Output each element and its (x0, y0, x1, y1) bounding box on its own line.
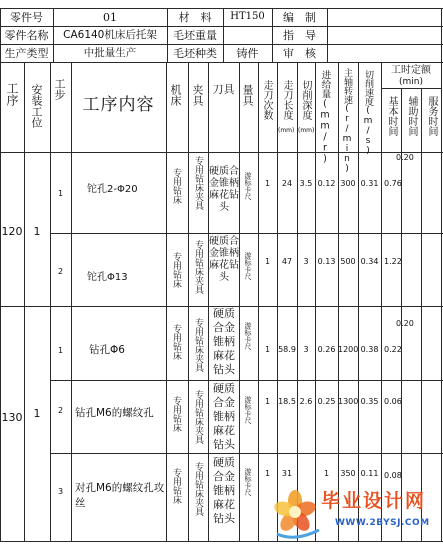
review-label: 审 核 (283, 47, 316, 60)
cut-speed: 0.11 (360, 469, 379, 478)
col-aux-time: 辅助时间 (406, 96, 417, 136)
col-length-unit: (mm) (278, 127, 295, 134)
feed: 0.13 (317, 257, 336, 266)
col-content: 工序内容 (82, 95, 155, 115)
col-length: 走刀长度 (281, 80, 292, 120)
step-number: 2 (57, 267, 64, 276)
machine: 专用钻床 (171, 168, 181, 204)
col-process: 工序 (5, 82, 19, 106)
compiled-label: 编 制 (283, 11, 316, 24)
gauge: 游标卡尺 (244, 396, 252, 424)
col-cut-speed: 切削速度(m/s) (363, 70, 373, 156)
base-time: 0.76 (384, 179, 402, 188)
part-no-value: 01 (103, 11, 117, 24)
service-time: 0.20 (396, 319, 414, 328)
base-time: 0.08 (384, 471, 402, 480)
step-content: 钻孔Φ6 (89, 344, 125, 356)
feed: 0.25 (317, 397, 336, 406)
feed: 0.12 (317, 179, 336, 188)
machine: 专用钻床 (171, 324, 181, 360)
material-label: 材 料 (178, 11, 212, 24)
cut-speed: 0.31 (360, 179, 379, 188)
step-number: 2 (57, 406, 64, 415)
depth: 3 (303, 257, 309, 266)
gauge: 游标卡尺 (244, 468, 252, 496)
tool: 硬质合金锥柄麻花钻头 (209, 166, 239, 213)
speed: 300 (340, 179, 356, 188)
col-depth-unit: (mm) (298, 127, 315, 134)
col-speed: 主轴转速(r/min) (342, 68, 352, 174)
cut-speed: 0.34 (360, 257, 379, 266)
step-number: 3 (57, 487, 64, 496)
guidance-label: 指 导 (283, 29, 316, 42)
speed: 1200 (338, 345, 359, 354)
process-number: 120 (1, 225, 23, 238)
production-type-label: 生产类型 (4, 47, 49, 60)
col-gauge: 量具 (241, 84, 254, 106)
machine: 专用钻床 (171, 252, 181, 288)
step-number: 1 (57, 189, 64, 198)
col-base-time: 基本时间 (386, 96, 397, 136)
base-time: 0.06 (384, 397, 402, 406)
col-time-unit: (min) (399, 77, 423, 87)
length: 47 (281, 257, 293, 266)
depth: 3.5 (299, 179, 313, 188)
part-name-label: 零件名称 (4, 29, 49, 42)
cut-speed: 0.35 (360, 397, 379, 406)
blank-type-label: 毛坯种类 (173, 47, 217, 60)
step-content: 对孔M6的螺纹孔攻丝 (75, 482, 165, 509)
part-no-label: 零件号 (10, 11, 43, 24)
speed: 500 (340, 257, 356, 266)
length: 24 (281, 179, 293, 188)
col-passes: 走刀次数 (261, 80, 272, 120)
tool: 硬质合金锥柄麻花钻头 (213, 456, 235, 525)
step-number: 1 (57, 346, 64, 355)
watermark-logo (273, 486, 441, 542)
base-time: 1.22 (384, 257, 402, 266)
tool: 硬质合金锥柄麻花钻头 (209, 236, 239, 283)
machine: 专用钻床 (171, 396, 181, 432)
service-time: 0.20 (396, 153, 414, 162)
passes: 1 (264, 397, 271, 406)
process-number: 130 (1, 411, 23, 424)
step-content: 铊孔2-Φ20 (87, 184, 138, 195)
watermark-title: 毕业设计网 (321, 490, 427, 512)
speed: 350 (340, 469, 356, 478)
base-time: 0.22 (384, 345, 402, 354)
gauge: 游标卡尺 (244, 252, 252, 280)
install-station: 1 (33, 225, 41, 238)
col-service-time: 服务时间 (426, 96, 437, 136)
feed: 0.26 (317, 345, 336, 354)
depth: 2.6 (299, 397, 313, 406)
tool: 硬质合金锥柄麻花钻头 (213, 307, 235, 376)
watermark-url: WWW.2BYSJ.COM (335, 518, 430, 528)
fixture: 专用钻床夹具 (193, 240, 203, 294)
blank-type-value: 铸件 (236, 47, 259, 60)
length: 31 (281, 469, 293, 478)
length: 18.5 (278, 397, 296, 406)
fixture: 专用钻床夹具 (193, 156, 203, 210)
col-depth: 切削深度 (300, 80, 311, 120)
part-name-value: CA6140机床后托架 (63, 29, 157, 41)
blank-weight-label: 毛坯重量 (173, 29, 217, 42)
gauge: 游标卡尺 (244, 172, 252, 200)
passes: 1 (264, 257, 271, 266)
col-fixture: 夹具 (191, 84, 204, 106)
speed: 1300 (338, 397, 359, 406)
cut-speed: 0.38 (360, 345, 379, 354)
passes: 1 (264, 345, 271, 354)
install-station: 1 (33, 407, 41, 420)
passes: 1 (264, 469, 271, 478)
gauge: 游标卡尺 (244, 322, 252, 350)
material-value: HT150 (230, 11, 265, 22)
col-install-station: 安装工位 (30, 84, 43, 128)
depth: 3 (303, 345, 309, 354)
col-machine: 机床 (169, 84, 182, 106)
feed: 1 (323, 469, 330, 478)
production-type-value: 中批量生产 (83, 47, 137, 59)
fixture: 专用钻床夹具 (193, 462, 203, 516)
fixture: 专用钻床夹具 (193, 390, 203, 444)
col-step: 工步 (53, 78, 66, 100)
tool: 硬质合金锥柄麻花钻头 (213, 382, 235, 451)
machine: 专用钻床 (171, 468, 181, 504)
passes: 1 (264, 179, 271, 188)
col-tool: 刀具 (212, 83, 235, 96)
col-time-quota: 工时定额 (391, 65, 431, 76)
col-feed: 进给量(mm/r) (319, 70, 331, 165)
fixture: 专用钻床夹具 (193, 318, 203, 372)
step-content: 钻孔M6的螺纹孔 (75, 407, 154, 419)
step-content: 铊孔Φ13 (87, 272, 128, 283)
length: 58.9 (278, 345, 296, 354)
